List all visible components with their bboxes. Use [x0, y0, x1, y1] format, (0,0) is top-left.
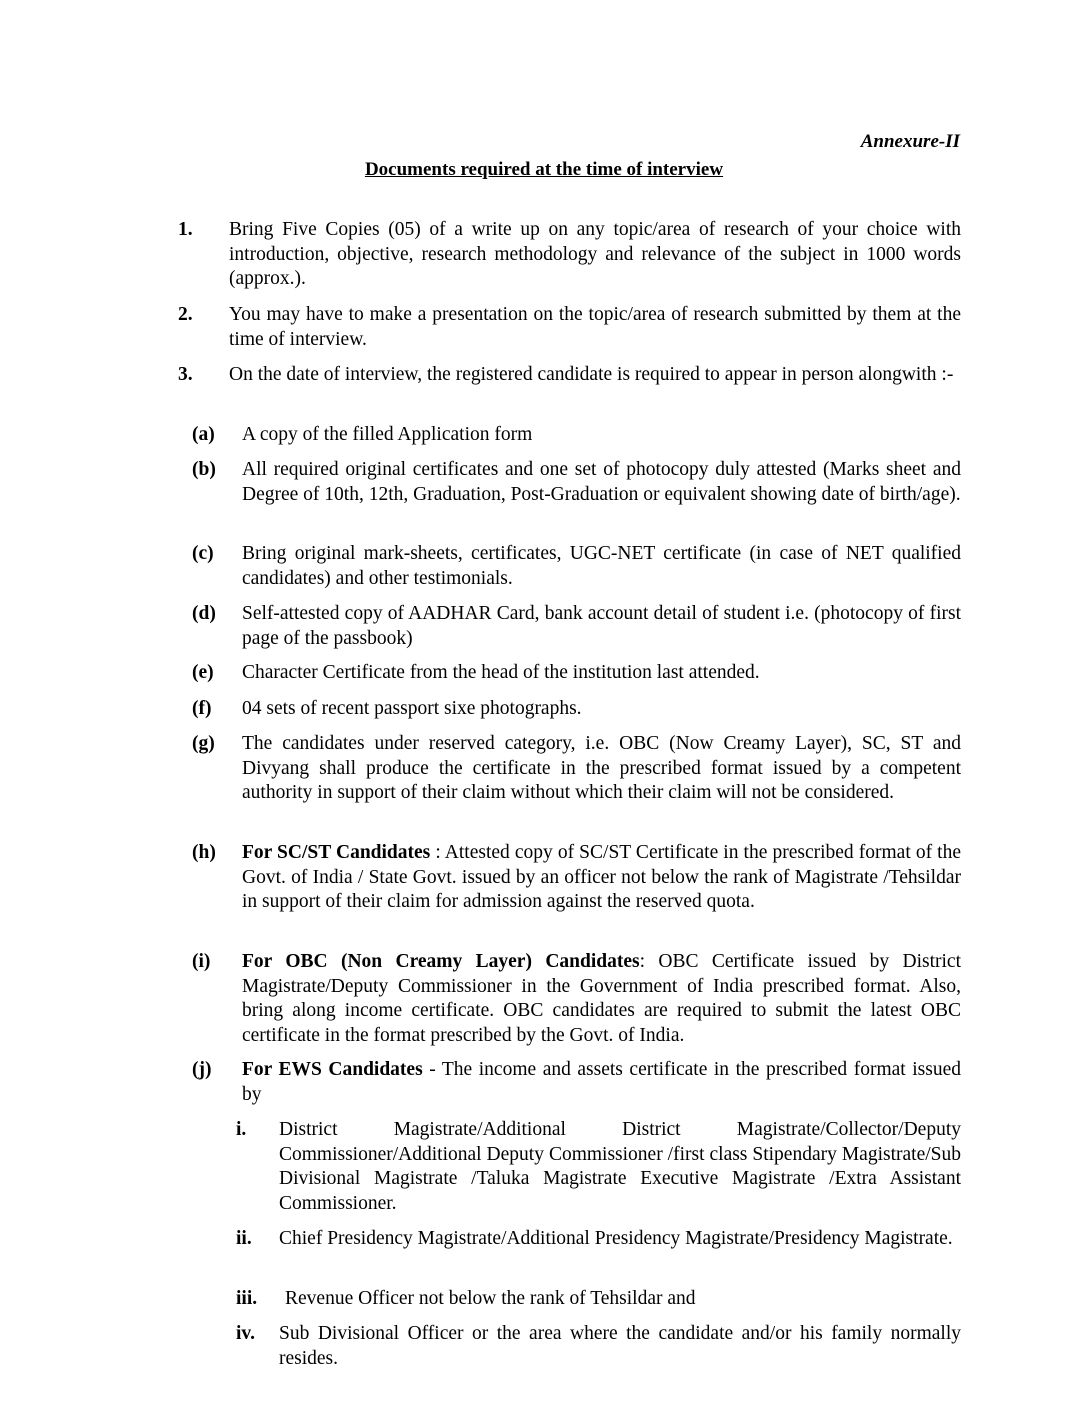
sub-item-bold-lead: For EWS Candidates	[242, 1059, 423, 1080]
authority-numeral: iii.	[236, 1288, 258, 1309]
item-number: 3.	[178, 364, 193, 385]
sub-item-letter: (h)	[192, 842, 216, 863]
sub-item-text: 04 sets of recent passport sixe photographs.	[242, 698, 582, 719]
sub-item-text	[242, 841, 961, 915]
sub-item-body: : Attested copy of SC/ST Certificate in the prescribed format of the Govt. of India / State Govt. issued by an officer not below the rank of Magistrate /Tehsildar in support of their claim for admission against the reserved quota.	[242, 842, 961, 912]
authority-text: Sub Divisional Officer or the area where the candidate and/or his family normally resides.	[279, 1323, 961, 1369]
sub-item-bold-lead: For OBC (Non Creamy Layer) Candidates	[242, 951, 640, 972]
item-text: You may have to make a presentation on the topic/area of research submitted by them at the time of interview.	[229, 304, 961, 350]
sub-item-letter: (g)	[192, 733, 215, 754]
page-heading-text: Documents required at the time of interview	[364, 159, 724, 180]
sub-item-bold-lead: For SC/ST Candidates	[242, 842, 431, 863]
sub-item-text: All required original certificates and one set of photocopy duly attested (Marks sheet and Degree of 10th, 12th, Graduation, Post-Graduation or equivalent showing date of birth/age).	[242, 459, 961, 505]
sub-item-text	[242, 950, 961, 1048]
sub-item-letter: (f)	[192, 698, 212, 719]
sub-item-body: - The income and assets certificate in the prescribed format issued by	[242, 1059, 961, 1105]
sub-item-letter: (d)	[192, 603, 216, 624]
sub-item-text	[242, 1058, 961, 1107]
sub-item-text: Self-attested copy of AADHAR Card, bank account detail of student i.e. (photocopy of first page of the passbook)	[242, 603, 961, 649]
sub-item-letter: (c)	[192, 543, 214, 564]
sub-item-body: : OBC Certificate issued by District Magistrate/Deputy Commissioner in the Government of India prescribed format. Also, bring along income certificate. OBC candidates are required to submit the latest OBC certificate in the format prescribed by the Govt. of India.	[242, 951, 961, 1046]
authority-text: Revenue Officer not below the rank of Tehsildar and	[285, 1288, 696, 1309]
authority-numeral: i.	[236, 1119, 247, 1140]
sub-item-letter: (e)	[192, 662, 214, 683]
authority-numeral: iv.	[236, 1323, 255, 1344]
sub-item-text: A copy of the filled Application form	[242, 424, 533, 445]
sub-item-letter: (b)	[192, 459, 216, 480]
sub-item-text: The candidates under reserved category, i.e. OBC (Now Creamy Layer), SC, ST and Divyang shall produce the certificate in the prescribed format issued by a competent authority in support of their claim without which their claim will not be considered.	[242, 733, 961, 803]
item-text: Bring Five Copies (05) of a write up on any topic/area of research of your choice with introduction, objective, research methodology and relevance of the subject in 1000 words (approx.).	[229, 219, 961, 289]
item-text: On the date of interview, the registered candidate is required to appear in person alongwith :-	[229, 364, 954, 385]
item-number: 1.	[178, 219, 193, 240]
sub-item-letter: (j)	[192, 1059, 212, 1080]
sub-item-letter: (i)	[192, 951, 211, 972]
authority-text: District Magistrate/Additional District Magistrate/Collector/Deputy Commissioner/Additional Deputy Commissioner /first class Stipendary Magistrate/Sub Divisional Magistrate /Taluka Magistrate Executive Magistrate /Extra Assistant Commissioner.	[279, 1119, 961, 1214]
sub-item-text: Character Certificate from the head of the institution last attended.	[242, 662, 760, 683]
authority-text: Chief Presidency Magistrate/Additional Presidency Magistrate/Presidency Magistrate.	[279, 1228, 953, 1249]
sub-item-letter: (a)	[192, 424, 215, 445]
item-number: 2.	[178, 304, 193, 325]
authority-numeral: ii.	[236, 1228, 252, 1249]
page-heading	[0, 158, 1088, 183]
sub-item-text: Bring original mark-sheets, certificates, UGC-NET certificate (in case of NET qualified candidates) and other testimonials.	[242, 543, 961, 589]
annexure-label: Annexure-II	[860, 131, 960, 152]
